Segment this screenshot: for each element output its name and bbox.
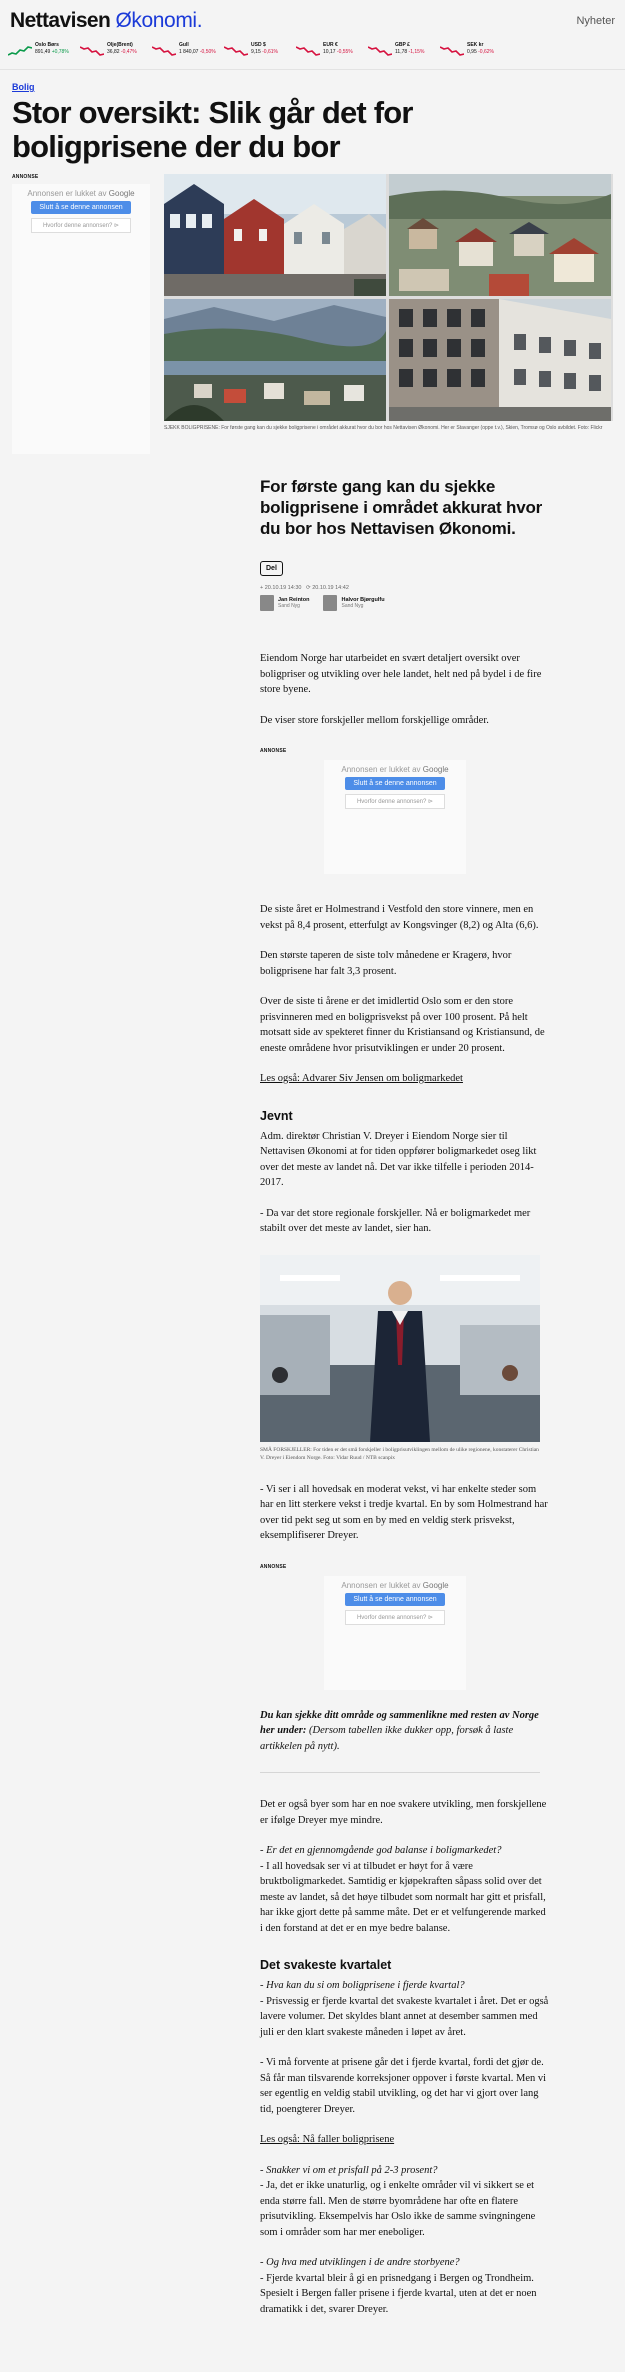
ticker-name: Oslo Børs	[35, 42, 59, 48]
avatar	[260, 595, 274, 611]
hero-photo-skien	[389, 174, 611, 296]
ad-sidebar	[12, 174, 150, 454]
ad-inline	[260, 748, 550, 874]
author-org: Sand Nyg	[278, 603, 300, 609]
ticker-value: 36,82	[107, 49, 120, 55]
ticker-text	[467, 42, 494, 56]
ad-box	[12, 184, 150, 454]
ad-closed-text	[324, 1581, 466, 1590]
ticker-change: -0,47%	[120, 49, 137, 55]
paragraph: - Prisvessig er fjerde kvartal det svakeste kvartalet i året. Det er også lavere volumer. Det skyldes blant annet at desember sammen med juli er den klart svakeste måneden i løpet av året.	[260, 1995, 549, 2038]
ticker-item[interactable]	[224, 42, 292, 69]
google-label: Google	[108, 189, 135, 198]
ad-why-button[interactable]: Hvorfor denne annonsen? ⊳	[31, 218, 131, 233]
ad-label: ANNONSE	[260, 1563, 287, 1570]
ticker-item[interactable]	[152, 42, 220, 69]
ticker-text	[323, 42, 353, 56]
ad-stop-button[interactable]: Slutt å se denne annonsen	[345, 1593, 445, 1606]
question: - Snakker vi om et prisfall på 2-3 prosent?	[260, 2164, 438, 2176]
ticker-values	[395, 49, 424, 56]
site-header	[0, 0, 625, 36]
ad-inline	[260, 1564, 550, 1690]
paragraph: - Da var det store regionale forskjeller. Nå er boligmarkedet mer stabilt over det meste av landet, sier han.	[260, 1207, 531, 1234]
ticker-item[interactable]	[8, 42, 76, 69]
ticker-values	[323, 49, 353, 56]
ticker-item[interactable]	[368, 42, 436, 69]
ticker-name: Olje(Brent)	[107, 42, 133, 48]
ticker-value: 1 840,07	[179, 49, 199, 55]
sparkline-icon	[8, 44, 32, 58]
paragraph: - I all hovedsak ser vi at tilbudet er høyt for å være bruktboligmarkedet. Samtidig er kjøpekraften såpass solid over det meste av landet, så det høye tilbudet som normalt har gitt et prisfall, har ikke gjort dette på samme måte. Det er et velfungerende marked i den forstand at det er en mye bedre balanse.	[260, 1860, 546, 1934]
article-title: Stor oversikt: Slik går det for boligprisene der du bor	[12, 95, 413, 164]
ad-closed-label: Annonsen er lukket av	[341, 1580, 421, 1590]
ticker-name: USD $	[251, 42, 266, 48]
paragraph: - Vi ser i all hovedsak en moderat vekst, vi har enkelte steder som har en litt sterkere vekst i tredje kvartal. En by som Holmestrand har over tid pekt seg ut som en by med en veldig sterk prisvekst, eksemplifiserer Dreyer.	[260, 1483, 548, 1541]
google-label: Google	[422, 765, 449, 774]
article-body	[260, 476, 550, 2317]
ad-closed-text	[324, 765, 466, 774]
paragraph: - Fjerde kvartal bleir å gi en prisnedgang i Bergen og Trondheim. Spesielt i Bergen faller prisene i fjerde kvartal, uten at det er noen dramatikk i det, svarer Dreyer.	[260, 2272, 537, 2315]
divider	[260, 1772, 540, 1773]
author[interactable]	[260, 595, 309, 611]
ad-box	[324, 760, 466, 874]
author-list	[260, 595, 550, 611]
subheading: Det svakeste kvartalet	[260, 1958, 392, 1972]
ad-stop-button[interactable]: Slutt å se denne annonsen	[345, 777, 445, 790]
category-link[interactable]: Bolig	[12, 82, 35, 92]
paragraph: De viser store forskjeller mellom forskjellige områder.	[260, 714, 489, 726]
ticker-change: -0,62%	[478, 49, 494, 55]
ticker-value: 10,17	[323, 49, 336, 55]
author-org: Sand Nyg	[341, 603, 364, 609]
ad-label: ANNONSE	[260, 748, 287, 754]
ad-label: ANNONSE	[12, 174, 39, 180]
market-ticker	[0, 36, 625, 70]
ticker-item[interactable]	[440, 42, 508, 69]
sparkline-icon	[440, 44, 464, 58]
ticker-text	[395, 42, 424, 56]
ticker-name: Gull	[179, 42, 189, 48]
ticker-text	[251, 42, 278, 56]
ticker-name: SEK kr	[467, 42, 484, 48]
ticker-change: -1,15%	[408, 49, 425, 55]
ad-closed-text	[12, 189, 150, 198]
ad-why-button[interactable]: Hvorfor denne annonsen? ⊳	[345, 1610, 445, 1625]
sparkline-icon	[224, 44, 248, 58]
sparkline-icon	[368, 44, 392, 58]
updated-date: 20.10.19 14:42	[312, 585, 349, 591]
ticker-name: EUR €	[323, 42, 338, 48]
ticker-values	[35, 49, 69, 56]
ticker-value: 9,15	[251, 49, 261, 55]
ticker-item[interactable]	[80, 42, 148, 69]
ad-closed-label: Annonsen er lukket av	[341, 765, 421, 774]
related-link[interactable]: Les også: Advarer Siv Jensen om boligmarkedet	[260, 1073, 463, 1084]
callout-bold: Du kan sjekke ditt område og sammenlikne med resten av Norge her under:	[260, 1709, 539, 1736]
paragraph: Adm. direktør Christian V. Dreyer i Eiendom Norge sier til Nettavisen Økonomi at for tiden oppfører boligmarkedet oseg likt over det meste av landet nå. Det var ikke tilfelle i perioden 2014-2017.	[260, 1130, 537, 1188]
article-dates	[260, 585, 550, 591]
author[interactable]	[323, 595, 384, 611]
ticker-change: -0,55%	[336, 49, 353, 55]
photo-caption: SMÅ FORSKJELLER: For tiden er det små forskjeller i boligprisutviklingen mellom de ulike regionene, konstaterer Christian V. Dreyer i Eiendom Norge. Foto: Vidar Ruud / NTB scanpix	[260, 1446, 539, 1461]
sparkline-icon	[80, 44, 104, 58]
ticker-value: 11,78	[395, 49, 408, 55]
hero-image-grid	[164, 174, 613, 421]
ticker-change: -0,50%	[199, 49, 216, 55]
question: - Hva kan du si om boligprisene i fjerde kvartal?	[260, 1980, 465, 1991]
paragraph: Den største taperen de siste tolv månedene er Kragerø, hvor boligprisene har falt 3,3 prosent.	[260, 950, 512, 977]
ticker-change: -0,61%	[262, 49, 278, 55]
ticker-value: 0,95	[467, 49, 477, 55]
site-logo[interactable]	[10, 9, 202, 33]
question: - Er det en gjennomgående god balanse i boligmarkedet?	[260, 1845, 502, 1856]
paragraph: De siste året er Holmestrand i Vestfold den store vinnere, men en vekst på 8,4 prosent, etterfulgt av Kongsvinger (8,2) og Alta (6,6).	[260, 904, 539, 931]
author-name: Jan Reinton	[278, 597, 310, 603]
sparkline-icon	[152, 44, 176, 58]
hero-photo-stavanger	[164, 174, 386, 296]
ticker-values	[467, 49, 494, 56]
paragraph: Eiendom Norge har utarbeidet en svært detaljert oversikt over boligpriser og utvikling over hele landet, helt ned på bydel i de fire store byene.	[260, 653, 542, 695]
related-link[interactable]: Les også: Nå faller boligprisene	[260, 2134, 395, 2145]
article-photo	[260, 1255, 540, 1442]
hero-photo-oslo	[389, 299, 611, 421]
subheading: Jevnt	[260, 1108, 293, 1123]
hero-image-block	[164, 174, 613, 454]
ticker-name: GBP £	[395, 42, 410, 48]
ticker-change: +0,78%	[51, 49, 69, 55]
published-date: + 20.10.19 14:30	[260, 585, 302, 591]
share-button[interactable]: Del	[260, 561, 283, 576]
table-callout	[260, 1708, 550, 1755]
ticker-values	[251, 49, 278, 56]
paragraph: - Vi må forvente at prisene går det i fjerde kvartal, fordi det gjør de. Så får man tilsvarende korreksjoner oppover i første kvartal. Men vi ser egentlig en veldig stabil utvikling, og det har vi gjort over lang tid, poengterer Dreyer.	[260, 2057, 547, 2115]
callout-rest: (Dersom tabellen ikke dukker opp, forsøk å laste artikkelen på nytt).	[260, 1725, 514, 1752]
paragraph: Det er også byer som har en noe svakere utvikling, men forskjellene er ifølge Dreyer mye mindre.	[260, 1799, 547, 1826]
clock-icon: ⟳	[306, 585, 311, 591]
ticker-text	[179, 42, 216, 56]
ticker-item[interactable]	[296, 42, 364, 69]
logo-main: Nettavisen	[10, 9, 111, 32]
author-name: Halvor Bjørgulfu	[341, 597, 385, 603]
logo-accent: Økonomi.	[115, 9, 203, 32]
google-label: Google	[422, 1580, 449, 1590]
ticker-text	[107, 42, 137, 56]
nav-link-nyheter[interactable]: Nyheter	[576, 15, 615, 27]
paragraph: - Ja, det er ikke unaturlig, og i enkelte områder vil vi sikkert se et enda større fall. Men de større byområdene har ofte en flatere prisutvikling. Eksempelvis har Oslo ikke de samme svingningene som i områder som har mer eneboliger.	[260, 2180, 536, 2238]
ad-closed-label: Annonsen er lukket av	[27, 189, 107, 198]
article-lead: For første gang kan du sjekke boligprisene i området akkurat hvor du bor hos Nettavisen Økonomi.	[260, 477, 543, 538]
ad-stop-button[interactable]: Slutt å se denne annonsen	[31, 201, 131, 214]
hero-caption: SJEKK BOLIGPRISENE: For første gang kan du sjekke boligprisene i området akkurat hvor du bor hos Nettavisen Økonomi. Her er Stavanger (oppe t.v.), Skien, Tromsø og Oslo avbildet. Foto: Flickr	[164, 425, 603, 431]
question: - Og hva med utviklingen i de andre storbyene?	[260, 2257, 460, 2268]
hero-photo-tromso	[164, 299, 386, 421]
sparkline-icon	[296, 44, 320, 58]
ad-box	[324, 1576, 466, 1690]
ticker-value: 891,49	[35, 49, 51, 55]
ticker-values	[107, 49, 137, 56]
ticker-text	[35, 42, 69, 56]
ad-why-button[interactable]: Hvorfor denne annonsen? ⊳	[345, 794, 445, 809]
avatar	[323, 595, 337, 611]
ticker-values	[179, 49, 216, 56]
paragraph: Over de siste ti årene er det imidlertid Oslo som er den store prisvinneren med en boligprisvekst på over 100 prosent. På helt motsatt side av spekteret finner du Kristiansand og Kristiansund, de eneste områdene hvor prisutviklingen er under 20 prosent.	[260, 996, 545, 1054]
